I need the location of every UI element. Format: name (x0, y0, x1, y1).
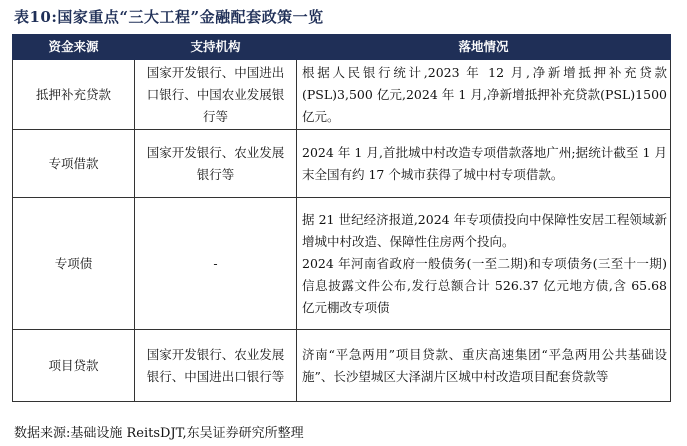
cell-source: 项目贷款 (13, 330, 135, 402)
status-paragraph: 2024 年河南省政府一般债务(一至二期)和专项债务(三至十一期)信息披露文件公布,发行总额合计 526.37 亿元地方债,含 65.68 亿元棚改专项债 (302, 255, 667, 315)
cell-source: 抵押补充贷款 (13, 60, 135, 130)
cell-agency: 国家开发银行、农业发展银行、中国进出口银行等 (135, 330, 297, 402)
table-title: 表10:国家重点“三大工程”金融配套政策一览 (14, 8, 324, 26)
cell-agency: 国家开发银行、农业发展银行等 (135, 130, 297, 198)
cell-status (297, 198, 671, 330)
cell-source: 专项债 (13, 198, 135, 330)
table-header-row (13, 35, 671, 60)
status-paragraph: 2024 年 1 月,首批城中村改造专项借款落地广州;据统计截至 1 月末全国有约 17 个城市获得了城中村专项借款。 (302, 144, 667, 182)
cell-agency: 国家开发银行、中国进出口银行、中国农业发展银行等 (135, 60, 297, 130)
cell-status (297, 130, 671, 198)
policy-table (12, 34, 671, 402)
column-header-source: 资金来源 (13, 35, 135, 60)
cell-status (297, 330, 671, 402)
source-note: 数据来源:基础设施 ReitsDJT,东吴证券研究所整理 (14, 426, 304, 441)
table-row (13, 330, 671, 402)
status-paragraph: 根据人民银行统计,2023 年 12 月,净新增抵押补充贷款(PSL)3,500 亿元,2024 年 1 月,净新增抵押补充贷款(PSL)1500 亿元。 (302, 64, 667, 124)
column-header-status: 落地情况 (297, 35, 671, 60)
status-paragraph: 据 21 世纪经济报道,2024 年专项债投向中保障性安居工程领域新增城中村改造、保障性住房两个投向。 (302, 211, 667, 249)
table-row (13, 130, 671, 198)
cell-source: 专项借款 (13, 130, 135, 198)
cell-status (297, 60, 671, 130)
status-paragraph: 济南“平急两用”项目贷款、重庆高速集团“平急两用公共基础设施”、长沙望城区大泽湖片区城中村改造项目配套贷款等 (302, 346, 667, 384)
cell-agency: - (135, 198, 297, 330)
column-header-agency: 支持机构 (135, 35, 297, 60)
table-row (13, 60, 671, 130)
table-row (13, 198, 671, 330)
